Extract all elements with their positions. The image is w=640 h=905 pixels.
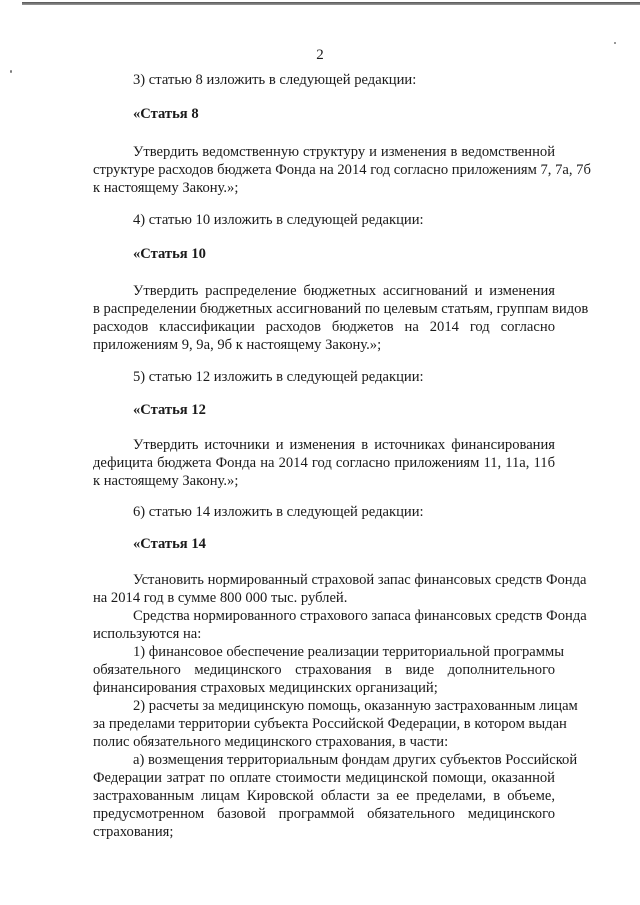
- text-line: 3) статью 8 изложить в следующей редакции:: [133, 72, 417, 88]
- text-line: 5) статью 12 изложить в следующей редакции:: [133, 369, 424, 385]
- text-line: к настоящему Закону.»;: [93, 180, 239, 196]
- text-line: Утвердить распределение бюджетных ассигнований и изменения: [133, 283, 555, 299]
- article-heading: «Статья 14: [133, 536, 206, 552]
- text-line: а) возмещения территориальным фондам других субъектов Российской: [133, 752, 578, 768]
- text-line: приложениям 9, 9а, 9б к настоящему Закону.»;: [93, 337, 382, 353]
- article-heading: «Статья 12: [133, 402, 206, 418]
- page-number: 2: [316, 47, 324, 63]
- text-line: Утвердить ведомственную структуру и изменения в ведомственной: [133, 144, 555, 160]
- article-heading: «Статья 10: [133, 246, 206, 262]
- text-line: используются на:: [93, 626, 202, 642]
- text-line: 6) статью 14 изложить в следующей редакции:: [133, 504, 424, 520]
- text-line: полис обязательного медицинского страхования, в части:: [93, 734, 449, 750]
- text-line: Установить нормированный страховой запас финансовых средств Фонда: [133, 572, 587, 588]
- text-line: Средства нормированного страхового запаса финансовых средств Фонда: [133, 608, 587, 624]
- text-line: страхования;: [93, 824, 174, 840]
- text-line: расходов классификации расходов бюджетов на 2014 год согласно: [93, 319, 555, 335]
- scan-speck: [614, 42, 616, 44]
- text-line: 4) статью 10 изложить в следующей редакции:: [133, 212, 424, 228]
- text-line: структуре расходов бюджета Фонда на 2014 год согласно приложениям 7, 7а, 7б: [93, 162, 591, 178]
- text-line: 1) финансовое обеспечение реализации территориальной программы: [133, 644, 565, 660]
- text-line: обязательного медицинского страхования в виде дополнительного: [93, 662, 555, 678]
- text-line: в распределении бюджетных ассигнований по целевым статьям, группам видов: [93, 301, 589, 317]
- text-line: финансирования страховых медицинских организаций;: [93, 680, 438, 696]
- scan-speck: [10, 70, 12, 73]
- article-heading: «Статья 8: [133, 106, 199, 122]
- text-line: предусмотренном базовой программой обязательного медицинского: [93, 806, 555, 822]
- text-line: дефицита бюджета Фонда на 2014 год согласно приложениям 11, 11а, 11б: [93, 455, 555, 471]
- text-line: к настоящему Закону.»;: [93, 473, 239, 489]
- text-line: на 2014 год в сумме 800 000 тыс. рублей.: [93, 590, 348, 606]
- text-line: застрахованным лицам Кировской области за ее пределами, в объеме,: [93, 788, 555, 804]
- text-line: Утвердить источники и изменения в источниках финансирования: [133, 437, 555, 453]
- text-line: 2) расчеты за медицинскую помощь, оказанную застрахованным лицам: [133, 698, 578, 714]
- text-line: Федерации затрат по оплате стоимости медицинской помощи, оказанной: [93, 770, 555, 786]
- text-line: за пределами территории субъекта Российской Федерации, в котором выдан: [93, 716, 567, 732]
- scan-border-line: [22, 2, 640, 5]
